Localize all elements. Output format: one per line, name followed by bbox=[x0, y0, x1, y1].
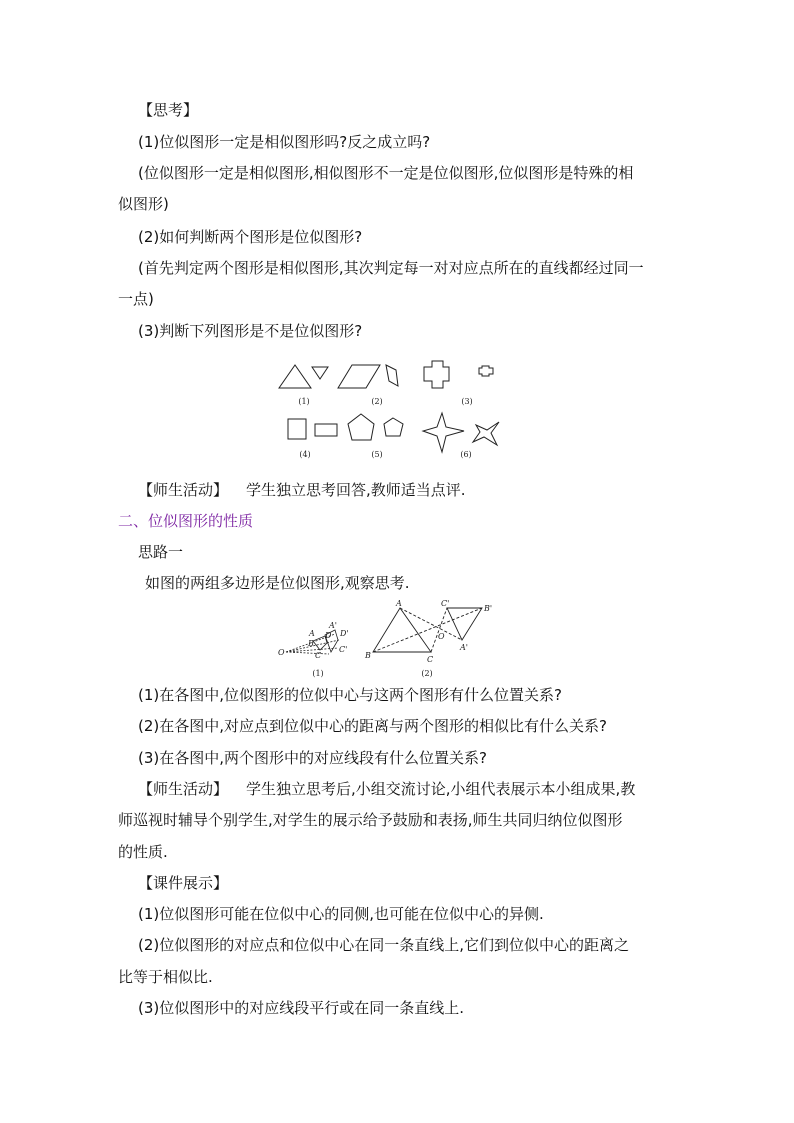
point-B-left: B bbox=[308, 639, 314, 648]
section-intro: 如图的两组多边形是位似图形,观察思考. bbox=[145, 574, 410, 592]
figure-label-2: (2) bbox=[371, 397, 383, 406]
think-answer-2-line-2: 一点) bbox=[118, 290, 154, 308]
activity-2-line-1 bbox=[138, 779, 635, 799]
homothety-figure bbox=[275, 596, 505, 682]
point-C-prime-left: C' bbox=[339, 645, 348, 654]
question-2-3: (3)在各图中,两个图形中的对应线段有什么位置关系? bbox=[138, 749, 487, 767]
figure2-label-1: (1) bbox=[312, 669, 324, 678]
rectangle-shape bbox=[315, 424, 337, 436]
activity-1-tag: 【师生活动】 bbox=[138, 481, 229, 499]
point-C-right: C bbox=[427, 655, 434, 664]
point-C-prime-right: C' bbox=[441, 599, 450, 608]
activity-2-line-2: 师巡视时辅导个别学生,对学生的展示给予鼓励和表扬,师生共同归纳位似图形 bbox=[118, 811, 623, 829]
route-label: 思路一 bbox=[138, 543, 184, 561]
activity-1 bbox=[138, 480, 466, 500]
four-point-star-rotated bbox=[473, 422, 499, 445]
parallelogram-large bbox=[338, 365, 380, 388]
figure2-label-2: (2) bbox=[421, 669, 433, 678]
point-A-right: A bbox=[396, 599, 402, 608]
think-question-1: (1)位似图形一定是相似图形吗?反之成立吗? bbox=[138, 133, 431, 151]
parallelogram-small bbox=[386, 365, 398, 386]
activity-2-line-3: 的性质. bbox=[118, 843, 168, 861]
figure-label-6: (6) bbox=[460, 450, 472, 459]
activity-2-tag: 【师生活动】 bbox=[138, 780, 229, 798]
activity-1-text: 学生独立思考回答,教师适当点评. bbox=[246, 481, 466, 499]
shape-pairs-figure bbox=[270, 352, 510, 467]
triangle-large bbox=[279, 365, 311, 388]
think-answer-2-line-1: (首先判定两个图形是相似图形,其次判定每一对对应点所在的直线都经过同一 bbox=[138, 259, 644, 277]
triangle-small bbox=[312, 367, 328, 379]
think-question-3: (3)判断下列图形是不是位似图形? bbox=[138, 322, 363, 340]
point-A-prime-left: A' bbox=[329, 621, 337, 630]
think-answer-1-line-2: 似图形) bbox=[118, 195, 169, 213]
square-shape bbox=[288, 419, 306, 439]
point-A-prime-right: A' bbox=[460, 643, 468, 652]
think-title: 【思考】 bbox=[138, 101, 199, 119]
think-answer-1-line-1: (位似图形一定是相似图形,相似图形不一定是位似图形,位似图形是特殊的相 bbox=[138, 164, 634, 182]
courseware-tag: 【课件展示】 bbox=[138, 874, 229, 892]
figure-label-5: (5) bbox=[371, 450, 383, 459]
point-D-left: D bbox=[325, 631, 332, 640]
courseware-point-3: (3)位似图形中的对应线段平行或在同一条直线上. bbox=[138, 999, 465, 1017]
figure-label-1: (1) bbox=[298, 397, 310, 406]
four-point-star bbox=[423, 413, 464, 452]
question-2-1: (1)在各图中,位似图形的位似中心与这两个图形有什么位置关系? bbox=[138, 686, 562, 704]
pentagon-small bbox=[384, 418, 403, 436]
point-O-left: O bbox=[278, 648, 285, 657]
activity-2-text-1: 学生独立思考后,小组交流讨论,小组代表展示本小组成果,教 bbox=[246, 780, 636, 798]
point-D-prime-left: D' bbox=[340, 629, 349, 638]
point-O-right: O bbox=[438, 632, 445, 641]
figure-label-4: (4) bbox=[299, 450, 311, 459]
figure-label-3: (3) bbox=[461, 397, 473, 406]
point-A-left: A bbox=[309, 629, 315, 638]
think-question-2: (2)如何判断两个图形是位似图形? bbox=[138, 228, 363, 246]
courseware-point-2-line-2: 比等于相似比. bbox=[118, 968, 213, 986]
cross-large bbox=[424, 361, 449, 388]
pentagon-large bbox=[348, 414, 374, 440]
section-heading: 二、位似图形的性质 bbox=[118, 512, 254, 530]
courseware-point-1: (1)位似图形可能在位似中心的同侧,也可能在位似中心的异侧. bbox=[138, 905, 544, 923]
courseware-point-2-line-1: (2)位似图形的对应点和位似中心在同一条直线上,它们到位似中心的距离之 bbox=[138, 936, 630, 954]
point-B-prime-right: B' bbox=[484, 604, 493, 613]
point-B-right: B bbox=[365, 651, 371, 660]
cross-small bbox=[479, 366, 493, 376]
question-2-2: (2)在各图中,对应点到位似中心的距离与两个图形的相似比有什么关系? bbox=[138, 717, 607, 735]
point-C-left: C bbox=[315, 651, 322, 660]
